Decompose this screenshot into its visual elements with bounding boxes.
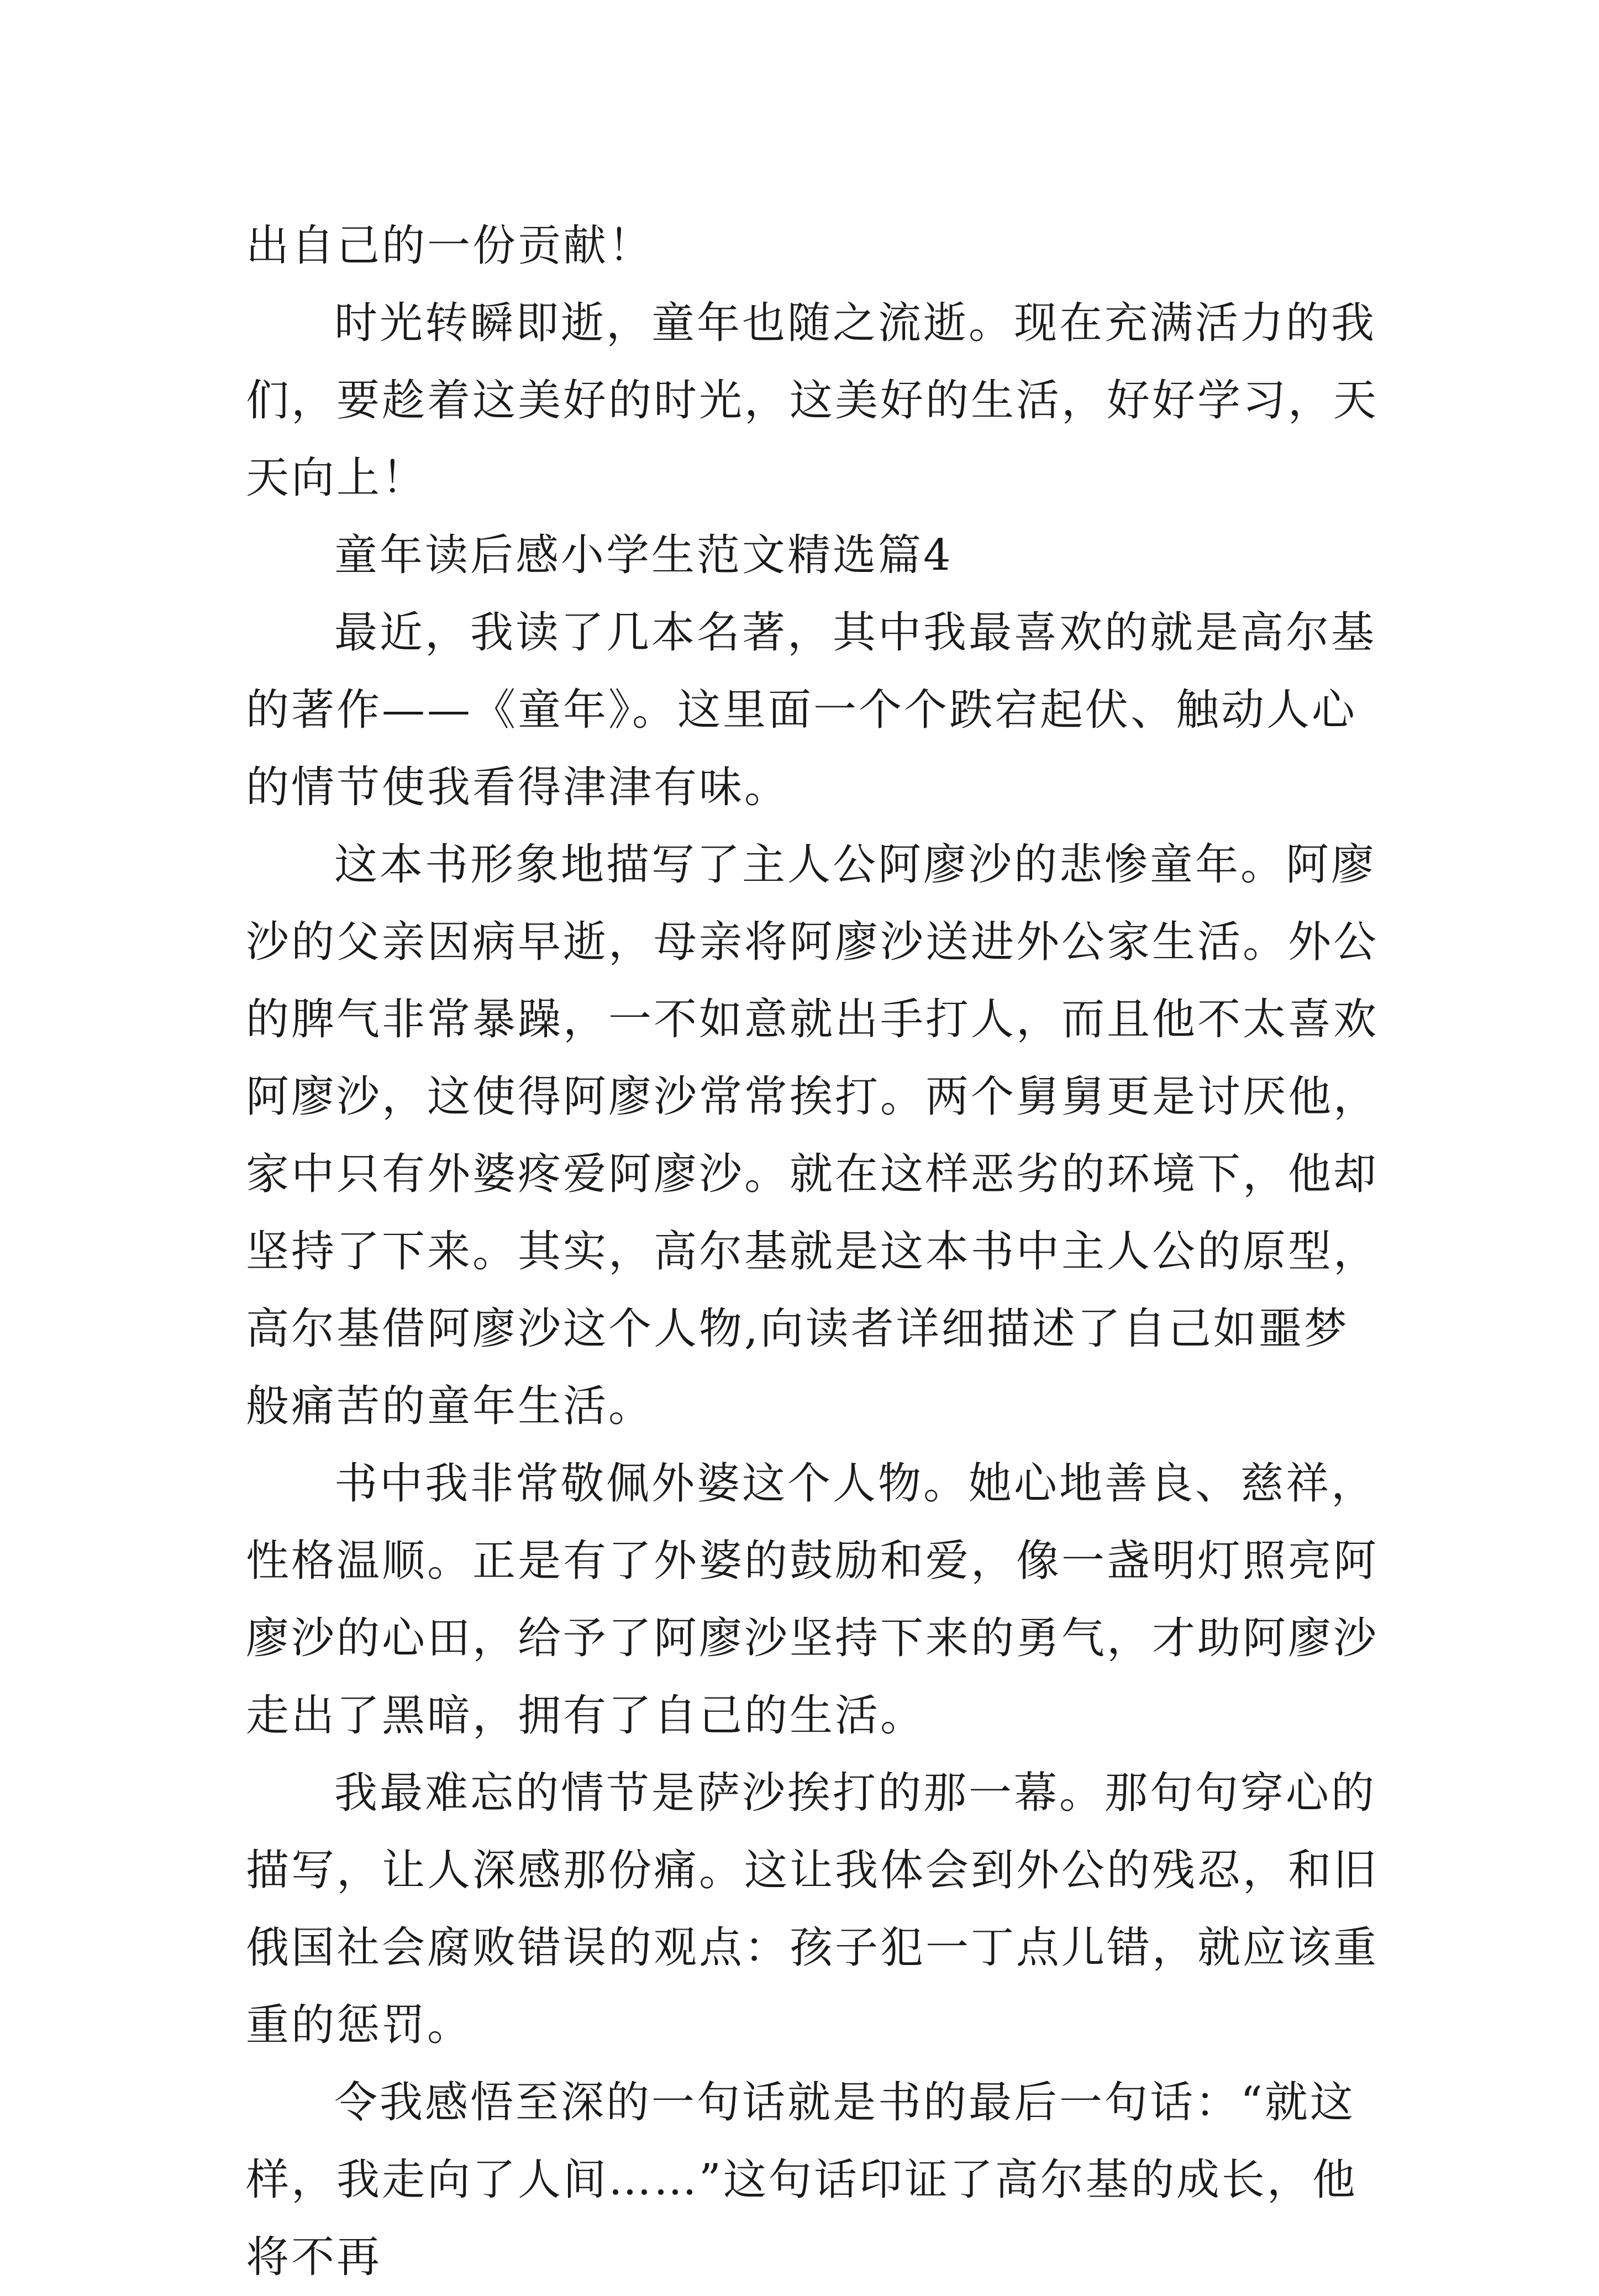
paragraph-time-passes: 时光转瞬即逝，童年也随之流逝。现在充满活力的我们，要趁着这美好的时光，这美好的生活，好好学习，天天向上！ (246, 298, 1379, 503)
paragraph-memorable-scene: 我最难忘的情节是萨沙挨打的那一幕。那句句穿心的描写，让人深感那份痛。这让我体会到外公的残忍，和旧俄国社会腐败错误的观点：孩子犯一丁点儿错，就应该重重的惩罚。 (246, 1768, 1379, 2050)
paragraph-continuation: 出自己的一份贡献！ (246, 221, 654, 271)
document-body (246, 207, 1384, 2296)
section-heading: 童年读后感小学生范文精选篇4 (334, 530, 953, 580)
paragraph-intro: 最近，我读了几本名著，其中我最喜欢的就是高尔基的著作——《童年》。这里面一个个跌宕起伏、触动人心的情节使我看得津津有味。 (246, 608, 1377, 812)
paragraph-summary: 这本书形象地描写了主人公阿廖沙的悲惨童年。阿廖沙的父亲因病早逝，母亲将阿廖沙送进外公家生活。外公的脾气非常暴躁，一不如意就出手打人，而且他不太喜欢阿廖沙，这使得阿廖沙常常挨打。两个舅舅更是讨厌他，家中只有外婆疼爱阿廖沙。就在这样恶劣的环境下，他却坚持了下来。其实，高尔基就是这本书中主人公的原型，高尔基借阿廖沙这个人物,向读者详细描述了自己如噩梦般痛苦的童年生活。 (246, 840, 1379, 1431)
paragraph-final-quote: 令我感悟至深的一句话就是书的最后一句话：“就这样，我走向了人间……”这句话印证了高尔基的成长，他将不再 (246, 2078, 1358, 2282)
paragraph-grandmother: 书中我非常敬佩外婆这个人物。她心地善良、慈祥，性格温顺。正是有了外婆的鼓励和爱，像一盏明灯照亮阿廖沙的心田，给予了阿廖沙坚持下来的勇气，才助阿廖沙走出了黑暗，拥有了自己的生活。 (246, 1459, 1379, 1741)
